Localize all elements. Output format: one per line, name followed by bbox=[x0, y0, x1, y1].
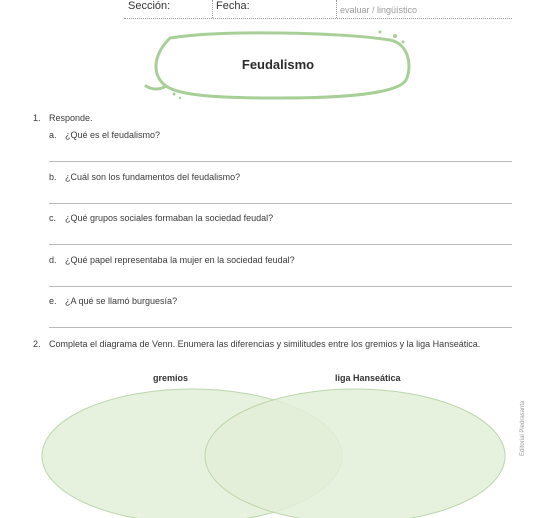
fecha-label: Fecha: bbox=[216, 0, 250, 12]
seccion-label: Sección: bbox=[128, 0, 171, 12]
question-prompt: Completa el diagrama de Venn. Enumera las diferencias y similitudes entre los gremios y la liga Hanseática. bbox=[49, 339, 481, 349]
item-letter: d. bbox=[49, 255, 57, 265]
header-strip bbox=[124, 0, 512, 19]
question-number: 1. bbox=[33, 113, 41, 123]
item-letter: e. bbox=[49, 296, 57, 306]
answer-line[interactable] bbox=[49, 161, 512, 162]
item-letter: a. bbox=[49, 130, 57, 140]
item-text: ¿Qué papel representaba la mujer en la sociedad feudal? bbox=[65, 255, 295, 265]
venn-right-label: liga Hanseática bbox=[335, 373, 401, 383]
item-text: ¿Qué es el feudalismo? bbox=[65, 130, 161, 140]
item-letter: b. bbox=[49, 172, 57, 182]
answer-line[interactable] bbox=[49, 203, 512, 204]
venn-left-label: gremios bbox=[153, 373, 189, 383]
answer-line[interactable] bbox=[49, 286, 512, 287]
header-divider bbox=[212, 0, 213, 18]
answer-line[interactable] bbox=[49, 327, 512, 328]
venn-diagram bbox=[40, 384, 510, 518]
item-text: ¿A qué se llamó burguesía? bbox=[65, 296, 178, 306]
header-divider bbox=[336, 0, 337, 18]
answer-line[interactable] bbox=[49, 244, 512, 245]
question-number: 2. bbox=[33, 339, 41, 349]
publisher-credit: Editorial Piedrasanta bbox=[520, 400, 526, 456]
item-text: ¿Qué grupos sociales formaban la sociedad feudal? bbox=[65, 213, 274, 223]
item-text: ¿Cuál son los fundamentos del feudalismo? bbox=[65, 172, 241, 182]
venn-circle-liga-hanseatica[interactable] bbox=[205, 389, 505, 518]
skills-label: evaluar / lingüístico bbox=[340, 5, 418, 15]
question-prompt: Responde. bbox=[49, 113, 93, 123]
title-cloud bbox=[140, 28, 416, 104]
item-letter: c. bbox=[49, 213, 57, 223]
page-title: Feudalismo bbox=[241, 57, 315, 72]
